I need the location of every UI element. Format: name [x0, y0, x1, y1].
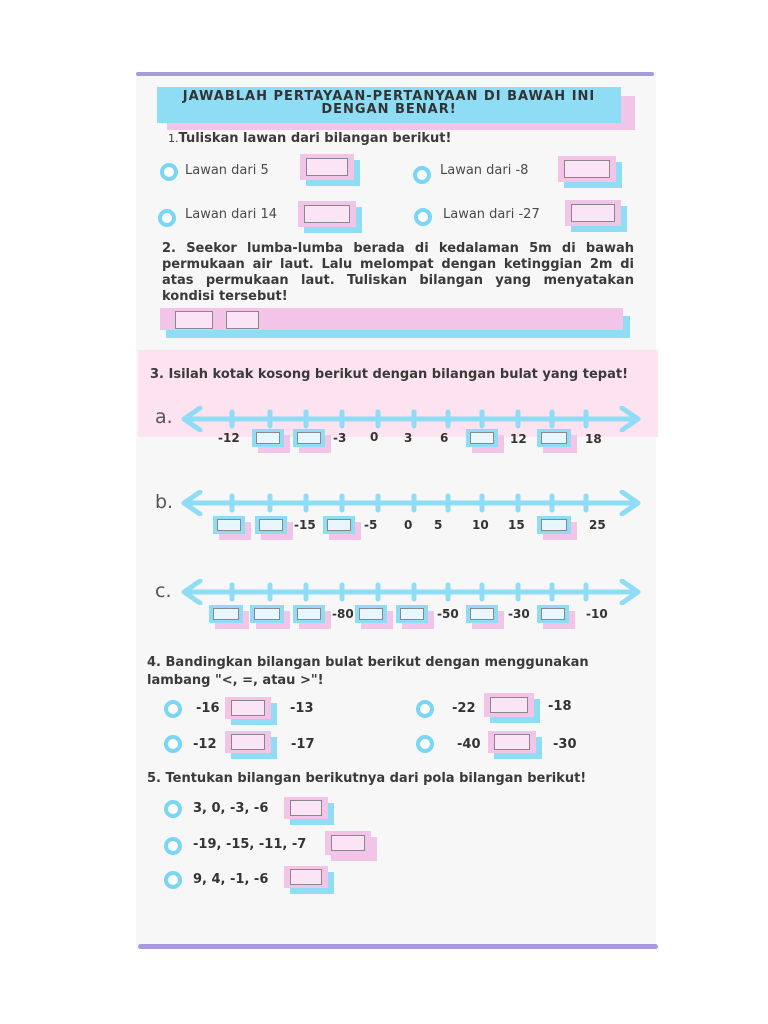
answer-box[interactable]	[355, 605, 387, 623]
worksheet-title: JAWABLAH PERTAYAAN-PERTANYAAN DI BAWAH INI DENGAN BENAR!	[182, 89, 596, 117]
tick-label: -3	[333, 431, 347, 445]
compare-left: -16	[196, 701, 220, 716]
answer-box[interactable]	[213, 516, 245, 534]
bullet-icon	[416, 700, 434, 718]
bullet-icon	[160, 163, 178, 181]
tick-label: -30	[508, 607, 530, 621]
tick-label: 6	[440, 431, 449, 445]
bottom-border	[138, 944, 658, 949]
bullet-icon	[164, 800, 182, 818]
tick-label: -12	[218, 431, 240, 445]
tick-label: -10	[586, 607, 608, 621]
bullet-icon	[413, 166, 431, 184]
tick-label: -5	[364, 518, 378, 532]
answer-box[interactable]	[537, 605, 569, 623]
answer-box[interactable]	[466, 429, 498, 447]
answer-box[interactable]	[252, 429, 284, 447]
q1-item-4: Lawan dari -27	[443, 207, 540, 222]
compare-left: -12	[193, 737, 217, 752]
bullet-icon	[416, 735, 434, 753]
answer-box[interactable]	[225, 731, 271, 753]
number-line-c	[178, 579, 644, 605]
compare-right: -13	[290, 701, 314, 716]
pattern-sequence: 9, 4, -1, -6	[193, 872, 269, 887]
compare-left: -40	[457, 737, 481, 752]
label-a: a.	[155, 406, 173, 428]
q1-item-3: Lawan dari 14	[185, 207, 278, 222]
bullet-icon	[164, 700, 182, 718]
q1-item-1: Lawan dari 5	[185, 163, 269, 178]
answer-box[interactable]	[396, 605, 428, 623]
question-1	[168, 131, 451, 146]
answer-box[interactable]	[488, 731, 536, 753]
q1-number: 1.	[168, 132, 179, 145]
tick-label: -15	[294, 518, 316, 532]
label-c: c.	[155, 580, 172, 602]
tick-label: -80	[332, 607, 354, 621]
q1-item-2: Lawan dari -8	[440, 163, 529, 178]
answer-box[interactable]	[323, 516, 355, 534]
tick-label: 3	[404, 431, 413, 445]
answer-box[interactable]	[225, 697, 271, 719]
answer-box[interactable]	[175, 311, 213, 329]
bullet-icon	[414, 208, 432, 226]
compare-right: -17	[291, 737, 315, 752]
answer-box[interactable]	[298, 201, 356, 227]
pattern-sequence: 3, 0, -3, -6	[193, 801, 269, 816]
answer-box[interactable]	[484, 693, 534, 717]
answer-box[interactable]	[558, 156, 616, 182]
answer-box[interactable]	[537, 516, 571, 534]
tick-label: 15	[508, 518, 525, 532]
answer-box[interactable]	[255, 516, 287, 534]
answer-box[interactable]	[466, 605, 498, 623]
answer-box[interactable]	[537, 429, 571, 447]
question-3: 3. Isilah kotak kosong berikut dengan bilangan bulat yang tepat!	[150, 367, 629, 382]
answer-box[interactable]	[284, 797, 328, 819]
q1-text: Tuliskan lawan dari bilangan berikut!	[178, 131, 452, 146]
question-5: 5. Tentukan bilangan berikutnya dari pola bilangan berikut!	[147, 771, 587, 786]
tick-label: 0	[370, 430, 379, 444]
bullet-icon	[164, 735, 182, 753]
answer-box[interactable]	[300, 154, 354, 180]
answer-box[interactable]	[226, 311, 259, 329]
bullet-icon	[158, 209, 176, 227]
top-border	[136, 72, 654, 76]
question-2: 2. Seekor lumba-lumba berada di kedalaman 5m di bawah permukaan air laut. Lalu melompat dengan ketinggian 2m di atas permukaan laut. Tuliskan bilangan yang menyatakan kondisi tersebut!	[162, 241, 634, 304]
bullet-icon	[164, 837, 182, 855]
answer-box[interactable]	[325, 831, 371, 855]
compare-right: -30	[553, 737, 577, 752]
answer-box[interactable]	[284, 866, 328, 888]
pattern-sequence: -19, -15, -11, -7	[193, 837, 307, 852]
tick-label: -50	[437, 607, 459, 621]
tick-label: 12	[510, 432, 527, 446]
question-4: 4. Bandingkan bilangan bulat berikut dengan menggunakan lambang "<, =, atau >"!	[147, 655, 589, 688]
tick-label: 18	[585, 432, 602, 446]
answer-box[interactable]	[209, 605, 243, 623]
bullet-icon	[164, 871, 182, 889]
label-b: b.	[155, 491, 174, 513]
tick-label: 10	[472, 518, 489, 532]
answer-box[interactable]	[250, 605, 284, 623]
compare-right: -18	[548, 699, 572, 714]
compare-left: -22	[452, 701, 476, 716]
tick-label: 25	[589, 518, 606, 532]
tick-label: 0	[404, 518, 413, 532]
number-line-b	[178, 490, 644, 516]
tick-label: 5	[434, 518, 443, 532]
answer-box[interactable]	[565, 200, 621, 226]
answer-box[interactable]	[293, 429, 325, 447]
answer-box[interactable]	[293, 605, 325, 623]
number-line-a	[178, 406, 644, 432]
